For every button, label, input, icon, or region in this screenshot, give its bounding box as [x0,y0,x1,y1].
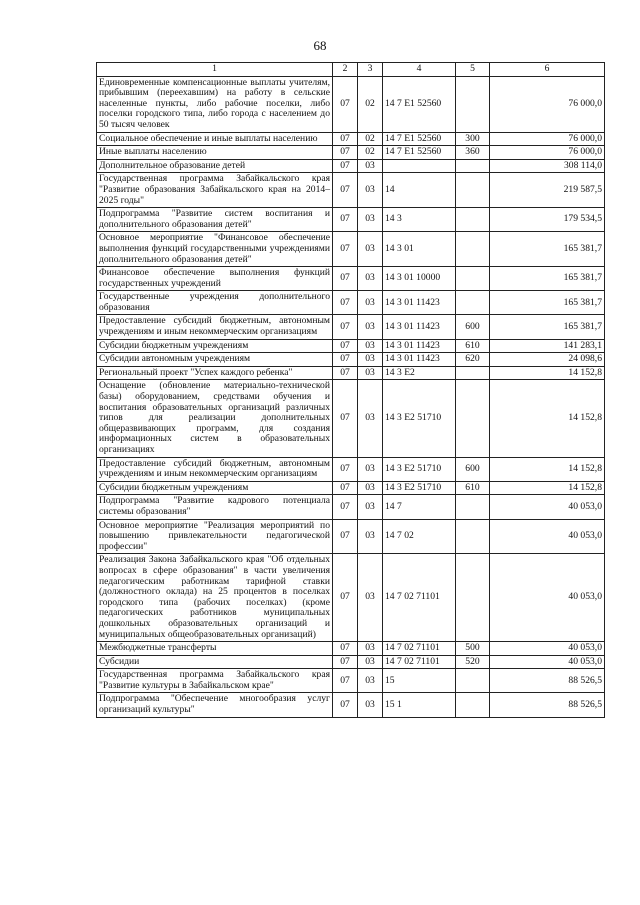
table-row [97,366,605,380]
section-code-cell: 07 [333,267,358,291]
amount-cell: 76 000,0 [490,76,605,132]
item-name-cell: Государственные учреждения дополнительного образования [97,291,333,315]
target-article-cell: 14 3 01 11423 [383,315,456,339]
subsection-code-cell: 03 [358,457,383,481]
item-name-cell: Дополнительное образование детей [97,159,333,173]
table-row [97,495,605,519]
target-article-cell: 14 3 01 11423 [383,291,456,315]
section-code-cell: 07 [333,208,358,232]
expense-type-cell: 300 [456,132,490,146]
table-row [97,267,605,291]
expense-type-cell [456,669,490,693]
table-row [97,457,605,481]
expense-type-cell: 620 [456,353,490,367]
expense-type-cell [456,291,490,315]
expense-type-cell [456,366,490,380]
target-article-cell: 14 3 E2 [383,366,456,380]
expense-type-cell [456,173,490,208]
item-name-cell: Единовременные компенсационные выплаты учителям, прибывшим (переехавшим) на работу в сельские населенные пункты, либо рабочие поселки, либо поселки городского типа, либо города с населением до 50 тысяч человек [97,76,333,132]
subsection-code-cell: 03 [358,669,383,693]
column-header: 3 [358,63,383,77]
expense-type-cell: 500 [456,642,490,656]
target-article-cell: 14 3 E2 51710 [383,380,456,457]
subsection-code-cell: 03 [358,481,383,495]
section-code-cell: 07 [333,519,358,554]
section-code-cell: 07 [333,173,358,208]
section-code-cell: 07 [333,642,358,656]
subsection-code-cell: 03 [358,173,383,208]
target-article-cell: 14 7 02 71101 [383,642,456,656]
subsection-code-cell: 03 [358,353,383,367]
amount-cell: 165 381,7 [490,232,605,267]
item-name-cell: Субсидии бюджетным учреждениям [97,481,333,495]
item-name-cell: Иные выплаты населению [97,146,333,160]
subsection-code-cell: 03 [358,232,383,267]
target-article-cell: 14 3 E2 51710 [383,457,456,481]
target-article-cell: 14 3 [383,208,456,232]
amount-cell: 14 152,8 [490,366,605,380]
section-code-cell: 07 [333,554,358,642]
amount-cell: 179 534,5 [490,208,605,232]
table-row [97,146,605,160]
amount-cell: 40 053,0 [490,495,605,519]
amount-cell: 165 381,7 [490,267,605,291]
table-row [97,132,605,146]
expense-type-cell [456,554,490,642]
budget-table [96,62,605,718]
target-article-cell: 14 [383,173,456,208]
table-row [97,315,605,339]
amount-cell: 40 053,0 [490,554,605,642]
amount-cell: 14 152,8 [490,457,605,481]
section-code-cell: 07 [333,481,358,495]
section-code-cell: 07 [333,669,358,693]
table-row [97,291,605,315]
target-article-cell: 14 7 [383,495,456,519]
amount-cell: 76 000,0 [490,132,605,146]
target-article-cell: 14 7 02 [383,519,456,554]
amount-cell: 165 381,7 [490,315,605,339]
amount-cell: 308 114,0 [490,159,605,173]
target-article-cell: 14 3 E2 51710 [383,481,456,495]
expense-type-cell [456,76,490,132]
item-name-cell: Основное мероприятие "Реализация мероприятий по повышению привлекательности педагогической профессии" [97,519,333,554]
subsection-code-cell: 02 [358,132,383,146]
table-row [97,339,605,353]
amount-cell: 76 000,0 [490,146,605,160]
item-name-cell: Субсидии [97,655,333,669]
section-code-cell: 07 [333,495,358,519]
item-name-cell: Социальное обеспечение и иные выплаты населению [97,132,333,146]
subsection-code-cell: 03 [358,554,383,642]
table-header-row [97,63,605,77]
target-article-cell: 14 7 E1 52560 [383,146,456,160]
column-header: 1 [97,63,333,77]
table-row [97,481,605,495]
subsection-code-cell: 02 [358,146,383,160]
amount-cell: 165 381,7 [490,291,605,315]
table-row [97,173,605,208]
subsection-code-cell: 03 [358,159,383,173]
section-code-cell: 07 [333,339,358,353]
table-row [97,76,605,132]
section-code-cell: 07 [333,366,358,380]
item-name-cell: Предоставление субсидий бюджетным, автономным учреждениям и иным некоммерческим организациям [97,315,333,339]
amount-cell: 219 587,5 [490,173,605,208]
amount-cell: 40 053,0 [490,642,605,656]
expense-type-cell [456,232,490,267]
item-name-cell: Субсидии автономным учреждениям [97,353,333,367]
item-name-cell: Реализация Закона Забайкальского края "Об отдельных вопросах в сфере образования" в части увеличения педагогическим работникам тарифной ставки (должностного оклада) на 25 процентов в поселках городского типа (рабочих поселках) (кроме педагогических работников муниципальных дошкольных образовательных организаций и муниципальных общеобразовательных организаций) [97,554,333,642]
section-code-cell: 07 [333,457,358,481]
item-name-cell: Региональный проект "Успех каждого ребенка" [97,366,333,380]
column-header: 2 [333,63,358,77]
expense-type-cell: 610 [456,339,490,353]
subsection-code-cell: 03 [358,380,383,457]
item-name-cell: Государственная программа Забайкальского края "Развитие культуры в Забайкальском крае" [97,669,333,693]
table-row [97,693,605,717]
expense-type-cell [456,495,490,519]
subsection-code-cell: 03 [358,519,383,554]
table-row [97,353,605,367]
item-name-cell: Подпрограмма "Развитие кадрового потенциала системы образования" [97,495,333,519]
expense-type-cell: 600 [456,315,490,339]
section-code-cell: 07 [333,655,358,669]
item-name-cell: Подпрограмма "Обеспечение многообразия услуг организаций культуры" [97,693,333,717]
amount-cell: 14 152,8 [490,481,605,495]
target-article-cell: 15 [383,669,456,693]
section-code-cell: 07 [333,380,358,457]
section-code-cell: 07 [333,232,358,267]
expense-type-cell [456,693,490,717]
item-name-cell: Подпрограмма "Развитие систем воспитания и дополнительного образования детей" [97,208,333,232]
amount-cell: 14 152,8 [490,380,605,457]
expense-type-cell [456,380,490,457]
subsection-code-cell: 03 [358,642,383,656]
amount-cell: 24 098,6 [490,353,605,367]
table-row [97,380,605,457]
table-row [97,208,605,232]
amount-cell: 40 053,0 [490,655,605,669]
item-name-cell: Основное мероприятие "Финансовое обеспечение выполнения функций государственными учреждениями дополнительного образования детей" [97,232,333,267]
subsection-code-cell: 03 [358,655,383,669]
page-number: 68 [313,38,327,53]
amount-cell: 88 526,5 [490,693,605,717]
table-row [97,554,605,642]
expense-type-cell [456,267,490,291]
column-header: 5 [456,63,490,77]
item-name-cell: Государственная программа Забайкальского края "Развитие образования Забайкальского края на 2014–2025 годы" [97,173,333,208]
subsection-code-cell: 03 [358,208,383,232]
column-header: 4 [383,63,456,77]
section-code-cell: 07 [333,159,358,173]
subsection-code-cell: 03 [358,315,383,339]
expense-type-cell: 520 [456,655,490,669]
target-article-cell: 14 3 01 11423 [383,339,456,353]
section-code-cell: 07 [333,353,358,367]
item-name-cell: Оснащение (обновление материально-технической базы) оборудованием, средствами обучения и воспитания образовательных организаций различных типов для реализации дополнительных общеразвивающих программ, для создания информационных систем в образовательных организациях [97,380,333,457]
section-code-cell: 07 [333,76,358,132]
expense-type-cell: 360 [456,146,490,160]
table-row [97,642,605,656]
amount-cell: 40 053,0 [490,519,605,554]
expense-type-cell [456,208,490,232]
item-name-cell: Межбюджетные трансферты [97,642,333,656]
expense-type-cell: 610 [456,481,490,495]
target-article-cell: 14 3 01 10000 [383,267,456,291]
section-code-cell: 07 [333,132,358,146]
expense-type-cell [456,159,490,173]
subsection-code-cell: 03 [358,495,383,519]
amount-cell: 88 526,5 [490,669,605,693]
table-row [97,669,605,693]
subsection-code-cell: 03 [358,267,383,291]
target-article-cell: 14 7 E1 52560 [383,132,456,146]
amount-cell: 141 283,1 [490,339,605,353]
section-code-cell: 07 [333,291,358,315]
subsection-code-cell: 02 [358,76,383,132]
expense-type-cell [456,519,490,554]
section-code-cell: 07 [333,315,358,339]
section-code-cell: 07 [333,693,358,717]
subsection-code-cell: 03 [358,339,383,353]
table-row [97,232,605,267]
subsection-code-cell: 03 [358,291,383,315]
item-name-cell: Предоставление субсидий бюджетным, автономным учреждениям и иным некоммерческим организациям [97,457,333,481]
target-article-cell: 15 1 [383,693,456,717]
column-header: 6 [490,63,605,77]
target-article-cell: 14 3 01 11423 [383,353,456,367]
expense-type-cell: 600 [456,457,490,481]
item-name-cell: Субсидии бюджетным учреждениям [97,339,333,353]
target-article-cell: 14 7 02 71101 [383,554,456,642]
table-row [97,519,605,554]
item-name-cell: Финансовое обеспечение выполнения функций государственных учреждений [97,267,333,291]
table-row [97,655,605,669]
subsection-code-cell: 03 [358,366,383,380]
target-article-cell: 14 3 01 [383,232,456,267]
target-article-cell [383,159,456,173]
subsection-code-cell: 03 [358,693,383,717]
table-row [97,159,605,173]
target-article-cell: 14 7 E1 52560 [383,76,456,132]
section-code-cell: 07 [333,146,358,160]
target-article-cell: 14 7 02 71101 [383,655,456,669]
